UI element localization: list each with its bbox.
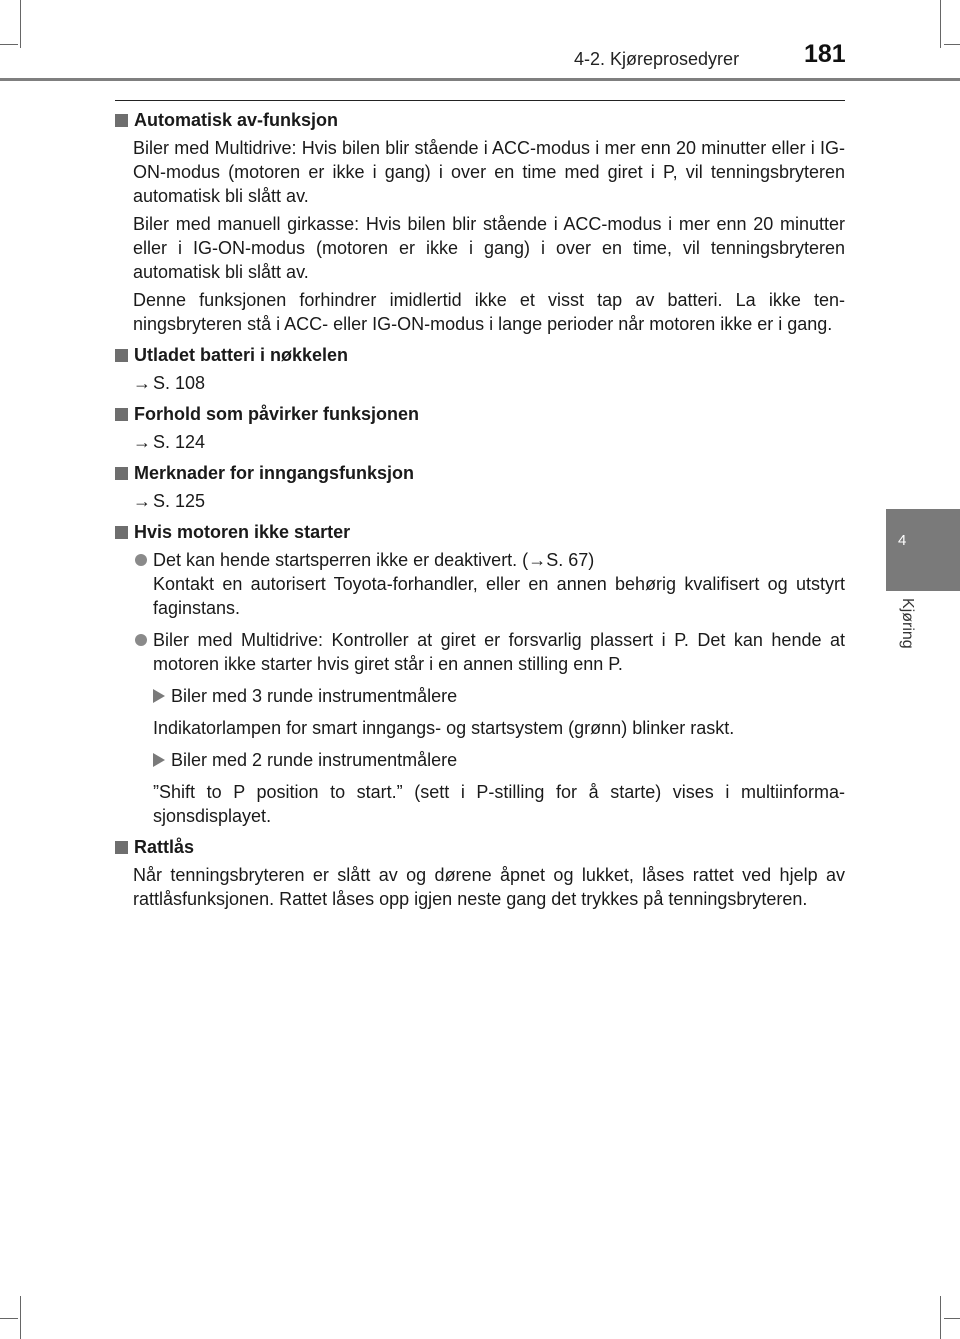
- section-heading: Forhold som påvirker funksjonen: [115, 402, 845, 426]
- paragraph: Når tenningsbryteren er slått av og dørene åpnet og lukket, låses rattet ved hjelp av rattlåsfunksjonen. Rattet låses opp igjen neste gang det trykkes på tenningsbryteren.: [133, 865, 845, 909]
- square-bullet-icon: [115, 467, 128, 480]
- list-item: Det kan hende startsperren ikke er deaktivert. (→S. 67) Kontakt en autorisert Toyota-forhandler, eller en annen behørig kvalifisert og utstyrt faginstans.: [133, 548, 845, 620]
- paragraph: Biler med Multidrive: Hvis bilen blir stående i ACC-modus i mer enn 20 minutter eller i IG-ON-modus (motoren er ikke i gang) i over en time med giret i P, vil tenningsbryteren automatisk bli slått av.: [133, 138, 845, 206]
- square-bullet-icon: [115, 114, 128, 127]
- section-heading: Utladet batteri i nøkkelen: [115, 343, 845, 367]
- section-heading: Rattlås: [115, 835, 845, 859]
- paragraph: Indikatorlampen for smart inngangs- og startsystem (grønn) blinker raskt.: [153, 718, 735, 738]
- section-heading: Hvis motoren ikke starter: [115, 520, 845, 544]
- triangle-bullet-icon: [153, 753, 165, 767]
- crop-mark: [944, 44, 960, 45]
- crop-mark: [944, 1318, 960, 1319]
- section-heading: Merknader for inngangsfunksjon: [115, 461, 845, 485]
- square-bullet-icon: [115, 841, 128, 854]
- crop-mark: [940, 0, 941, 48]
- crop-mark: [20, 0, 21, 48]
- chapter-number: 4: [898, 532, 907, 549]
- arrow-right-icon: →: [133, 373, 151, 393]
- page-reference[interactable]: → S. 108: [133, 373, 206, 393]
- page-reference[interactable]: →S. 67: [528, 550, 589, 570]
- crop-mark: [0, 1318, 18, 1319]
- paragraph: Biler med manuell girkasse: Hvis bilen blir stående i ACC-modus i mer enn 20 minutter eller i IG-ON-modus (motoren er ikke i gang) i over en time, vil tenningsbryteren automatisk bli slått av.: [133, 214, 845, 282]
- header-rule: [0, 78, 960, 81]
- paragraph: ”Shift to P position to start.” (sett i P-stilling for å starte) vises i multiinformasjonsdisplayet.: [153, 782, 845, 826]
- chapter-title: Kjøring: [899, 598, 916, 649]
- square-bullet-icon: [115, 526, 128, 539]
- crop-mark: [20, 1296, 21, 1339]
- arrow-right-icon: →: [133, 491, 151, 511]
- arrow-right-icon: →: [528, 550, 547, 570]
- page-reference[interactable]: → S. 125: [133, 491, 206, 511]
- page-content: [115, 108, 845, 911]
- chapter-tab: [886, 509, 960, 591]
- triangle-bullet-icon: [153, 689, 165, 703]
- arrow-right-icon: →: [133, 432, 151, 452]
- sub-heading: Biler med 2 runde instrumentmålere: [153, 748, 845, 772]
- list-item: Biler med Multidrive: Kontroller at giret er forsvarlig plassert i P. Det kan hende at motoren ikke starter hvis giret står i en annen stilling enn P.: [133, 628, 845, 676]
- paragraph: Denne funksjonen forhindrer imidlertid ikke et visst tap av batteri. La ikke tenningsbryteren stå i ACC- eller IG-ON-modus i lange perioder når motoren ikke er i gang.: [133, 290, 845, 334]
- circle-bullet-icon: [135, 554, 147, 566]
- square-bullet-icon: [115, 408, 128, 421]
- crop-mark: [940, 1296, 941, 1339]
- page-reference[interactable]: → S. 124: [133, 432, 206, 452]
- sub-heading: Biler med 3 runde instrumentmålere: [153, 684, 845, 708]
- page-number: 181: [804, 40, 846, 68]
- circle-bullet-icon: [135, 634, 147, 646]
- content-rule: [115, 100, 845, 101]
- square-bullet-icon: [115, 349, 128, 362]
- crop-mark: [0, 44, 18, 45]
- section-heading: Automatisk av-funksjon: [115, 108, 845, 132]
- header-section-title: 4-2. Kjøreprosedyrer: [574, 49, 740, 69]
